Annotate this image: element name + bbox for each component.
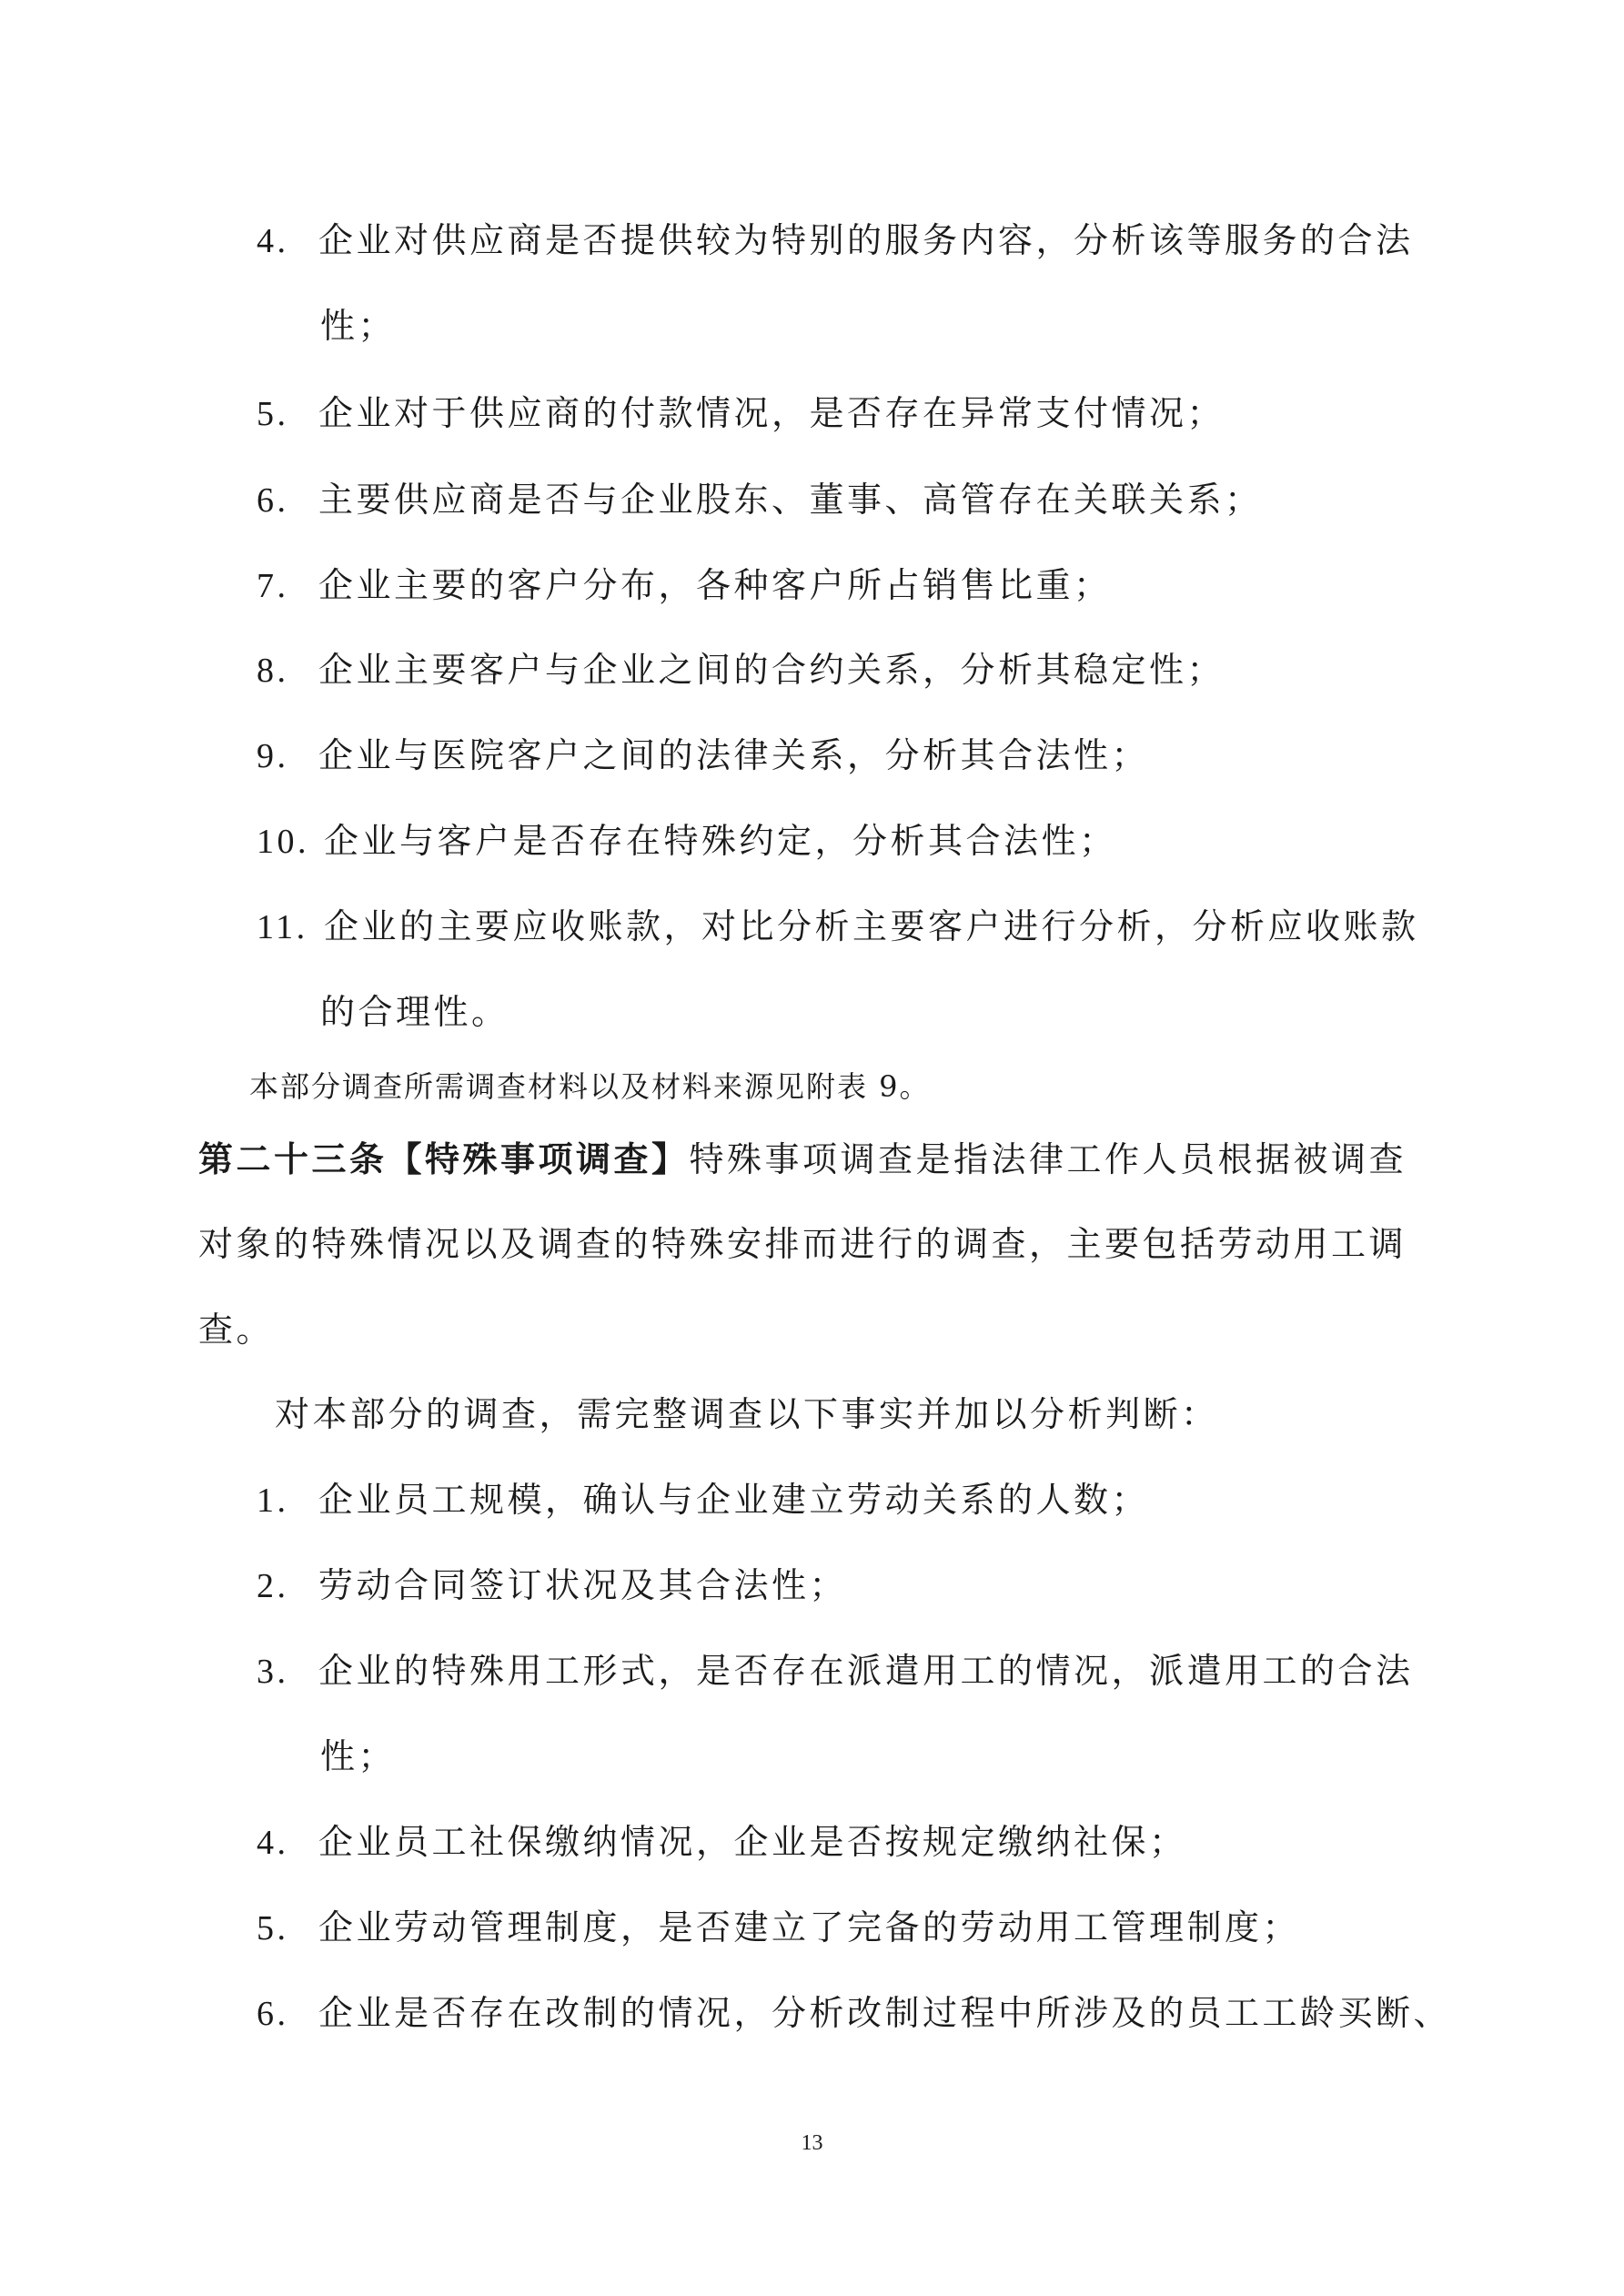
list-item-continuation: 的合理性。 (320, 992, 509, 1032)
list-item (257, 1478, 1149, 1522)
list-item-number: 7. (257, 567, 289, 605)
list-item (257, 478, 1263, 522)
appendix-note: 本部分调查所需调查材料以及材料来源见附表 9。 (249, 1069, 931, 1104)
page-number: 13 (801, 2131, 823, 2155)
article-paragraph-line: 查。 (198, 1310, 275, 1350)
list-item (257, 563, 1112, 608)
list-item-number: 8. (257, 652, 289, 690)
list-item-number: 11. (257, 908, 308, 946)
list-item-number: 3. (257, 1653, 289, 1691)
list-item-number: 2. (257, 1567, 289, 1605)
list-item-text: 企业主要的客户分布，各种客户所占销售比重； (318, 565, 1112, 605)
article-paragraph-line (198, 1138, 1407, 1181)
list-item-text: 企业员工社保缴纳情况，企业是否按规定缴纳社保； (318, 1822, 1187, 1862)
article-heading: 第二十三条【特殊事项调查】 (198, 1138, 690, 1179)
list-item-text: 企业是否存在改制的情况，分析改制过程中所涉及的员工工龄买断、 (318, 1993, 1452, 2033)
list-item-text: 企业劳动管理制度，是否建立了完备的劳动用工管理制度； (318, 1907, 1301, 1947)
list-item-text: 劳动合同签订状况及其合法性； (318, 1565, 848, 1605)
list-item-text: 企业主要客户与企业之间的合约关系，分析其稳定性； (318, 650, 1226, 690)
list-item (257, 733, 1149, 778)
list-item (257, 1991, 1451, 2036)
list-item-number: 6. (257, 1995, 289, 2033)
list-item-number: 6. (257, 481, 289, 520)
list-item-continuation: 性； (320, 1736, 397, 1776)
list-item-number: 10. (257, 823, 309, 861)
list-item-text: 企业对供应商是否提供较为特别的服务内容，分析该等服务的合法 (318, 220, 1414, 260)
list-item (257, 391, 1225, 436)
list-item (257, 905, 1419, 949)
intro-paragraph: 对本部分的调查，需完整调查以下事实并加以分析判断： (275, 1394, 1219, 1434)
list-item (257, 819, 1117, 864)
list-item-continuation: 性； (320, 306, 397, 346)
list-item-number: 4. (257, 1824, 289, 1862)
article-text: 特殊事项调查是指法律工作人员根据被调查 (689, 1139, 1407, 1179)
list-item (257, 1820, 1187, 1865)
list-item-number: 1. (257, 1482, 289, 1520)
list-item-number: 4. (257, 222, 289, 260)
list-item (257, 218, 1414, 263)
list-item-number: 5. (257, 395, 289, 433)
list-item-text: 主要供应商是否与企业股东、董事、高管存在关联关系； (318, 480, 1263, 520)
list-item-number: 5. (257, 1909, 289, 1947)
list-item-text: 企业的主要应收账款，对比分析主要客户进行分析，分析应收账款 (324, 906, 1419, 946)
list-item (257, 1649, 1414, 1694)
list-item-text: 企业与客户是否存在特殊约定，分析其合法性； (324, 821, 1117, 861)
list-item (257, 1906, 1300, 1950)
list-item-text: 企业员工规模，确认与企业建立劳动关系的人数； (318, 1480, 1150, 1520)
list-item-text: 企业对于供应商的付款情况，是否存在异常支付情况； (318, 393, 1226, 433)
list-item-number: 9. (257, 737, 289, 775)
list-item-text: 企业与医院客户之间的法律关系，分析其合法性； (318, 735, 1150, 775)
list-item (257, 648, 1225, 693)
article-paragraph-line: 对象的特殊情况以及调查的特殊安排而进行的调查，主要包括劳动用工调 (198, 1224, 1407, 1264)
list-item (257, 1563, 847, 1608)
list-item-text: 企业的特殊用工形式，是否存在派遣用工的情况，派遣用工的合法 (318, 1651, 1414, 1691)
